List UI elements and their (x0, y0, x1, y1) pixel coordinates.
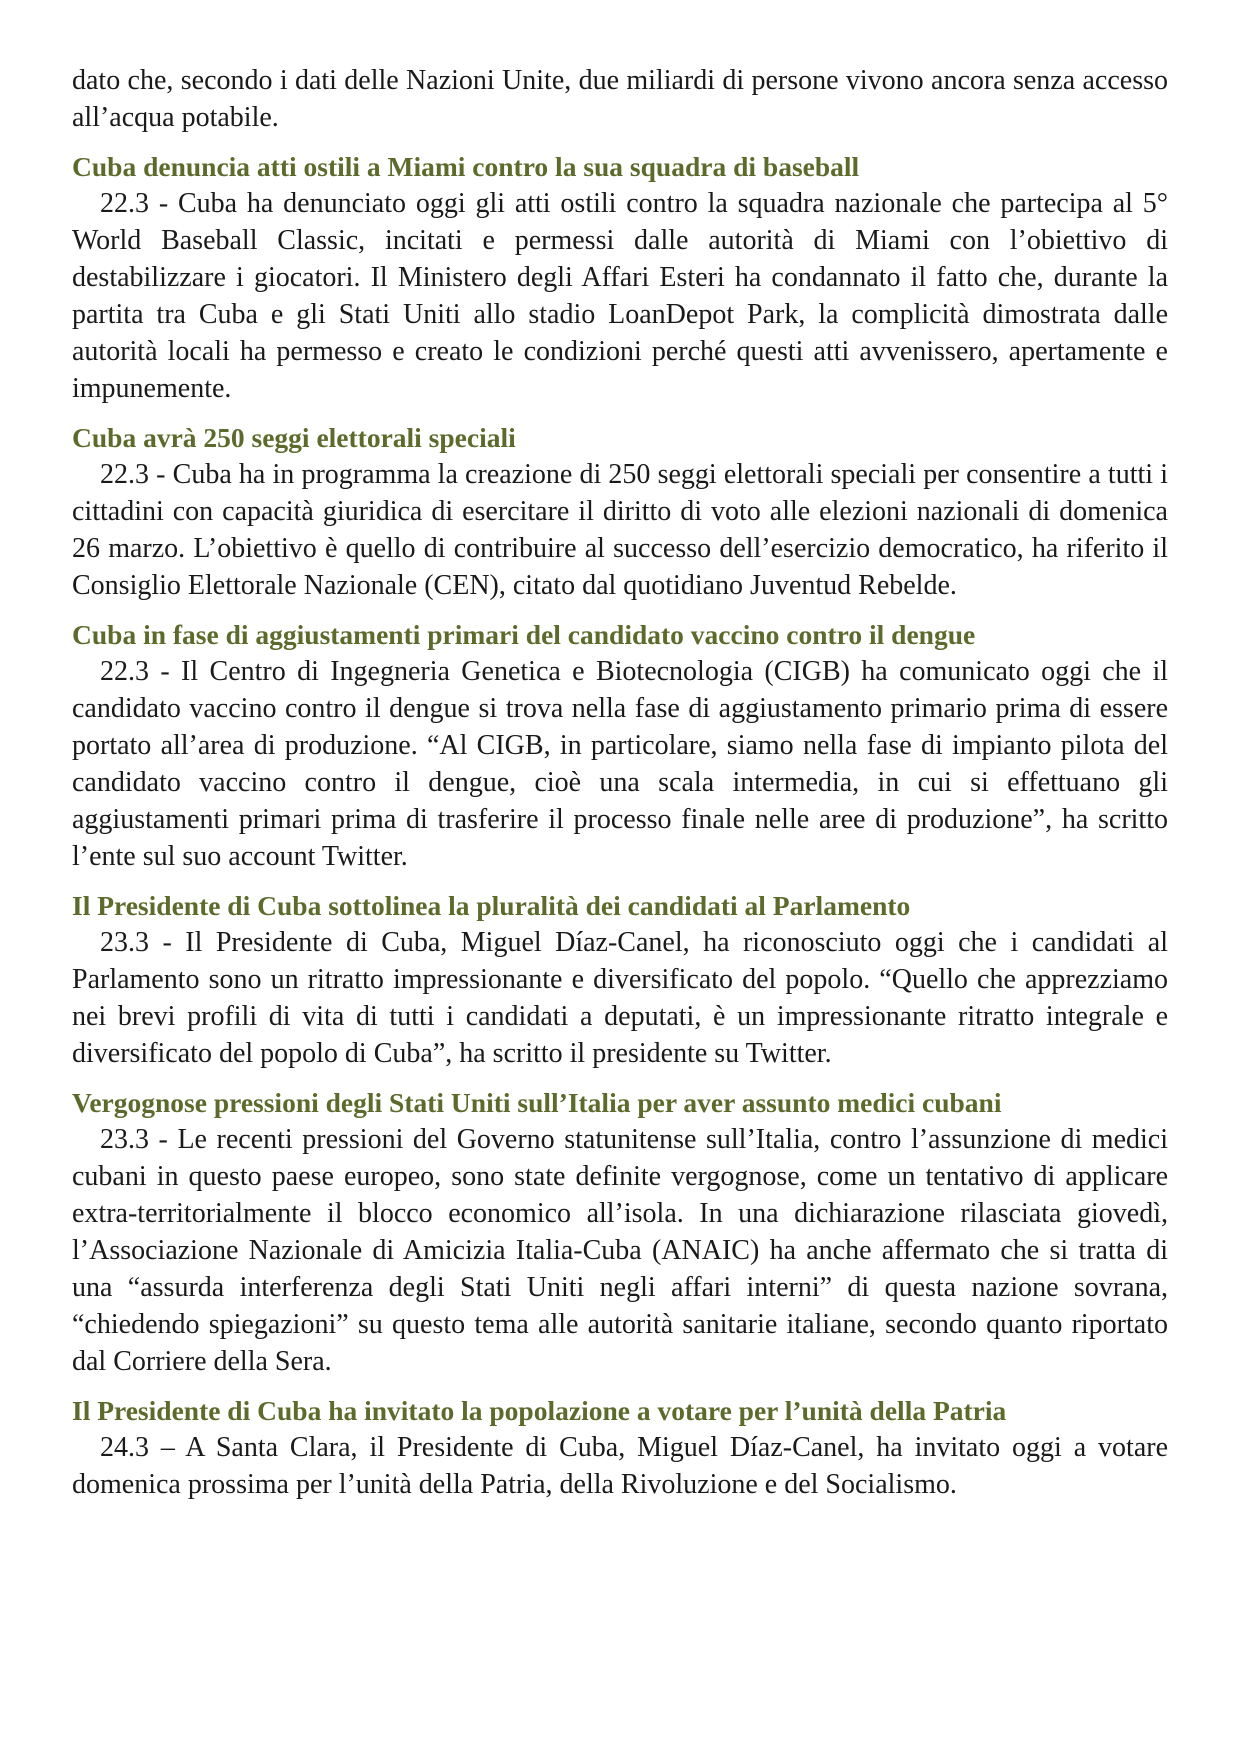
article-heading: Cuba avrà 250 seggi elettorali speciali (72, 422, 516, 453)
article-cuban-doctors-italy (72, 1086, 1168, 1380)
article-body: 24.3 – A Santa Clara, il Presidente di Cuba, Miguel Díaz-Canel, ha invitato oggi a votare domenica prossima per l’unità della Patria, della Rivoluzione e del Socialismo. (72, 1432, 1168, 1500)
article-heading: Vergognose pressioni degli Stati Uniti sull’Italia per aver assunto medici cubani (72, 1087, 1002, 1118)
article-dengue-vaccine (72, 618, 1168, 875)
article-parliament-candidates (72, 889, 1168, 1072)
article-body: 22.3 - Il Centro di Ingegneria Genetica e Biotecnologia (CIGB) ha comunicato oggi che il candidato vaccino contro il dengue si trova nella fase di aggiustamento primario prima di essere portato all’area di produzione. “Al CIGB, in particolare, siamo nella fase di impianto pilota del candidato vaccino contro il dengue, cioè una scala intermedia, in cui si effettuano gli aggiustamenti primari prima di trasferire il processo finale nelle aree di produzione”, ha scritto l’ente sul suo account Twitter. (72, 656, 1168, 872)
document-page (72, 62, 1168, 1503)
article-vote-unity (72, 1394, 1168, 1503)
article-heading: Cuba denuncia atti ostili a Miami contro la sua squadra di baseball (72, 151, 860, 182)
article-heading: Il Presidente di Cuba sottolinea la pluralità dei candidati al Parlamento (72, 890, 911, 921)
article-heading: Il Presidente di Cuba ha invitato la popolazione a votare per l’unità della Patria (72, 1395, 1007, 1426)
article-heading: Cuba in fase di aggiustamenti primari del candidato vaccino contro il dengue (72, 619, 976, 650)
intro-paragraph: dato che, secondo i dati delle Nazioni Unite, due miliardi di persone vivono ancora senza accesso all’acqua potabile. (72, 65, 1168, 133)
article-baseball (72, 150, 1168, 407)
article-body: 23.3 - Le recenti pressioni del Governo statunitense sull’Italia, contro l’assunzione di medici cubani in questo paese europeo, sono state definite vergognose, come un tentativo di applicare extra-territorialmente il blocco economico all’isola. In una dichiarazione rilasciata giovedì, l’Associazione Nazionale di Amicizia Italia-Cuba (ANAIC) ha anche affermato che si tratta di una “assurda interferenza degli Stati Uniti negli affari interni” di questa nazione sovrana, “chiedendo spiegazioni” su questo tema alle autorità sanitarie italiane, secondo quanto riportato dal Corriere della Sera. (72, 1124, 1168, 1377)
article-body: 23.3 - Il Presidente di Cuba, Miguel Díaz-Canel, ha riconosciuto oggi che i candidati al Parlamento sono un ritratto impressionante e diversificato del popolo. “Quello che apprezziamo nei brevi profili di vita di tutti i candidati a deputati, è un impressionante ritratto integrale e diversificato del popolo di Cuba”, ha scritto il presidente su Twitter. (72, 927, 1168, 1069)
article-polling-stations (72, 421, 1168, 604)
article-body: 22.3 - Cuba ha denunciato oggi gli atti ostili contro la squadra nazionale che partecipa al 5° World Baseball Classic, incitati e permessi dalle autorità di Miami con l’obiettivo di destabilizzare i giocatori. Il Ministero degli Affari Esteri ha condannato il fatto che, durante la partita tra Cuba e gli Stati Uniti allo stadio LoanDepot Park, la complicità dimostrata dalle autorità locali ha permesso e creato le condizioni perché questi atti avvenissero, apertamente e impunemente. (72, 188, 1168, 404)
article-body: 22.3 - Cuba ha in programma la creazione di 250 seggi elettorali speciali per consentire a tutti i cittadini con capacità giuridica di esercitare il diritto di voto alle elezioni nazionali di domenica 26 marzo. L’obiettivo è quello di contribuire al successo dell’esercizio democratico, ha riferito il Consiglio Elettorale Nazionale (CEN), citato dal quotidiano Juventud Rebelde. (72, 459, 1168, 601)
